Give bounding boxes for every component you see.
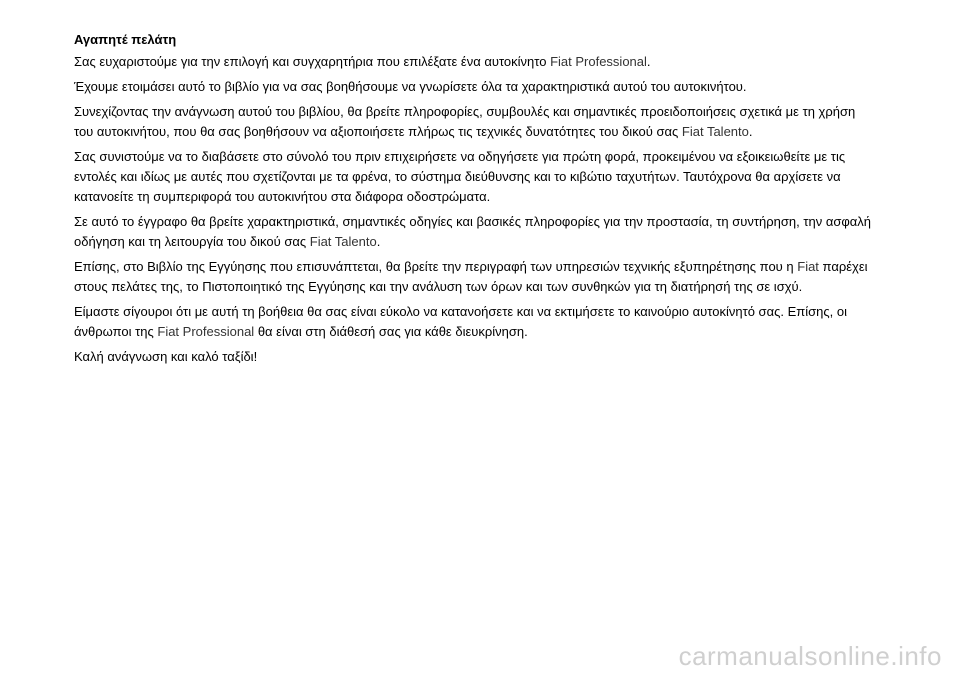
brand-name: Fiat (797, 259, 819, 274)
paragraph-tail: . (646, 54, 651, 69)
paragraph-text: Καλή ανάγνωση και καλό ταξίδι! (74, 349, 258, 364)
paragraph-warranty (74, 257, 874, 297)
page-title: Αγαπητέ πελάτη (74, 32, 177, 47)
site-watermark: carmanualsonline.info (678, 641, 942, 671)
paragraph-purpose (74, 77, 874, 97)
brand-name: Fiat Professional (157, 324, 255, 339)
paragraph-tail: θα είναι στη διάθεσή σας για κάθε διευκρίνηση. (254, 324, 528, 339)
paragraph-text: Σας ευχαριστούμε για την επιλογή και συγχαρητήρια που επιλέξατε ένα αυτοκίνητο (74, 54, 551, 69)
paragraph-thanks (74, 52, 874, 72)
paragraph-text: Σε αυτό το έγγραφο θα βρείτε χαρακτηριστικά, σημαντικές οδηγίες και βασικές πληροφορίες για την προστασία, τη συντήρηση, την ασφαλή οδήγηση και τη λειτουργία του δικού σας (74, 214, 872, 249)
paragraph-closing (74, 302, 874, 342)
paragraph-text: Είμαστε σίγουροι ότι με αυτή τη βοήθεια θα σας είναι εύκολο να κατανοήσετε και να εκτιμήσετε το καινούριο αυτοκίνητό σας. Επίσης, οι άνθρωποι της (74, 304, 847, 339)
paragraph-text: Έχουμε ετοιμάσει αυτό το βιβλίο για να σας βοηθήσουμε να γνωρίσετε όλα τα χαρακτηριστικά αυτού του αυτοκινήτου. (74, 79, 747, 94)
brand-name: Fiat Talento (681, 124, 749, 139)
paragraph-farewell (74, 347, 874, 367)
brand-name: Fiat Professional (550, 54, 647, 69)
paragraph-tail: . (376, 234, 381, 249)
paragraph-tail: παρέχει στους πελάτες της, το Πιστοποιητικό της Εγγύησης και την ανάλυση των όρων και των συνθηκών για τη διατήρησή της σε ισχύ. (74, 259, 868, 294)
paragraph-tail: . (748, 124, 753, 139)
paragraph-recommendation (74, 147, 874, 207)
paragraph-document-contents (74, 212, 874, 252)
paragraph-text: Συνεχίζοντας την ανάγνωση αυτού του βιβλίου, θα βρείτε πληροφορίες, συμβουλές και σημαντικές προειδοποιήσεις σχετικά με τη χρήση του αυτοκινήτου, που θα σας βοηθήσουν να αξιοποιήσετε πλήρως τις τεχνικές δυνατότητες του δικού σας (74, 104, 856, 139)
paragraph-text: Επίσης, στο Βιβλίο της Εγγύησης που επισυνάπτεται, θα βρείτε την περιγραφή των υπηρεσιών τεχνικής εξυπηρέτησης που η (74, 259, 798, 274)
brand-name: Fiat Talento (309, 234, 377, 249)
manual-page (74, 30, 874, 372)
paragraph-text: Σας συνιστούμε να το διαβάσετε στο σύνολό του πριν επιχειρήσετε να οδηγήσετε για πρώτη φορά, προκειμένου να εξοικειωθείτε με τις εντολές και ιδίως με αυτές που σχετίζονται με τα φρένα, το σύστημα διεύθυνσης και το κιβώτιο ταχυτήτων. Ταυτόχρονα θα αρχίσετε να κατανοείτε τη συμπεριφορά του αυτοκινήτου στα διάφορα οδοστρώματα. (74, 149, 846, 204)
paragraph-reading (74, 102, 874, 142)
